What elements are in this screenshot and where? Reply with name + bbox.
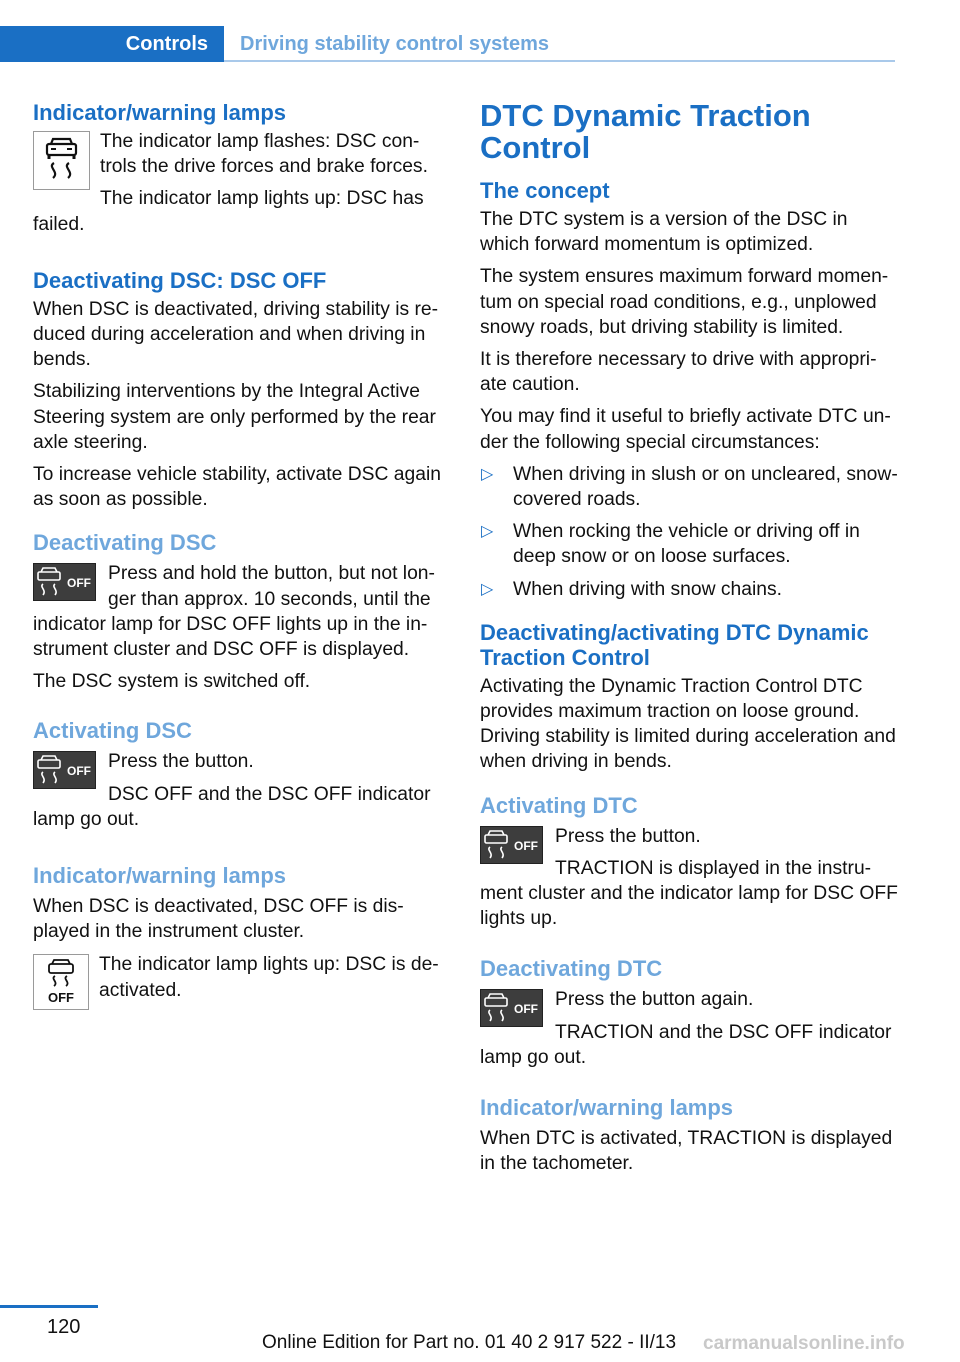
svg-text:OFF: OFF: [48, 990, 74, 1006]
section-title: The concept: [480, 178, 610, 203]
edition-note: Online Edition for Part no. 01 40 2 917 522 - II/13: [262, 1332, 677, 1353]
paragraph: When DSC is deactivated, DSC OFF is dis-played in the instrument cluster.: [33, 896, 404, 943]
section-title: Deactivating/activating DTC Dynamic Traction Control: [480, 619, 869, 670]
section-title: Deactivating DSC: DSC OFF: [33, 267, 327, 293]
paragraph: The system ensures maximum forward momen-tum on special road conditions, e.g., unplowed snowy roads, but driving stability is limited.: [480, 266, 889, 338]
dsc-off-button-icon: [480, 989, 543, 1027]
paragraph: You may find it useful to briefly activate DTC un-der the following special circumstances:: [480, 406, 891, 453]
subsection-title: Activating DTC: [480, 792, 638, 818]
paragraph: The indicator lamp lights up: DSC is de-activated.: [99, 954, 439, 1001]
dsc-warning-lamp-icon: [33, 131, 90, 190]
subsection-title: Deactivating DTC: [480, 956, 663, 982]
dsc-off-button-icon: [33, 563, 96, 601]
paragraph: Press the button.: [108, 751, 254, 773]
chapter-tab[interactable]: Controls: [0, 26, 224, 62]
paragraph: TRACTION and the DSC OFF indicator lamp go out.: [480, 1021, 892, 1068]
paragraph: Activating the Dynamic Traction Control DTC provides maximum traction on loose ground. Driving stability is limited during acceleration and when driving in bends.: [480, 675, 896, 773]
icon-text-block: [33, 129, 451, 244]
list-item: ▷ When rocking the vehicle or driving off in deep snow or on loose surfaces.: [481, 521, 860, 568]
paragraph: The DSC system is switched off.: [33, 671, 311, 693]
page-header: [0, 26, 895, 62]
list-item: ▷ When driving in slush or on uncleared, snow-covered roads.: [481, 463, 898, 511]
triangle-bullet-icon: ▷: [481, 523, 494, 541]
icon-text-block: [480, 824, 900, 939]
subsection-title: Indicator/warning lamps: [480, 1095, 734, 1121]
paragraph: When DTC is activated, TRACTION is displayed in the tachometer.: [480, 1128, 893, 1175]
icon-text-block: [480, 987, 900, 1077]
header-rule: [224, 60, 895, 62]
subsection-title: Activating DSC: [33, 718, 192, 744]
dsc-off-indicator-lamp-icon: [33, 954, 89, 1010]
page-number: 120: [47, 1316, 81, 1338]
watermark: carmanualsonline.info: [703, 1333, 905, 1354]
svg-text:OFF: OFF: [514, 838, 538, 853]
paragraph: The DTC system is a version of the DSC in which forward momentum is optimized.: [480, 209, 848, 256]
right-column: [480, 100, 900, 1183]
chapter-heading: DTC Dynamic Traction Control: [480, 98, 811, 165]
paragraph: DSC OFF and the DSC OFF indicator lamp go out.: [33, 783, 431, 830]
svg-text:OFF: OFF: [67, 764, 91, 779]
left-column: [33, 100, 451, 1012]
paragraph: To increase vehicle stability, activate DSC again as soon as possible.: [33, 464, 441, 511]
paragraph: The indicator lamp lights up: DSC has failed.: [33, 188, 424, 235]
paragraph: Stabilizing interventions by the Integral Active Steering system are only performed by the rear axle steering.: [33, 381, 436, 453]
paragraph: Press and hold the button, but not lon-ger than approx. 10 seconds, until the indicator lamp for DSC OFF lights up in the in-strument cluster and DSC OFF is displayed.: [33, 563, 435, 661]
svg-text:OFF: OFF: [67, 576, 91, 591]
subsection-title: Deactivating DSC: [33, 530, 217, 556]
icon-text-block: [33, 749, 451, 839]
triangle-bullet-icon: ▷: [481, 580, 494, 598]
dsc-off-button-icon: [33, 751, 96, 789]
bullet-list: [480, 462, 900, 602]
list-item: ▷ When driving with snow chains.: [480, 577, 900, 602]
svg-text:OFF: OFF: [514, 1002, 538, 1017]
triangle-bullet-icon: ▷: [481, 465, 494, 483]
paragraph: Press the button again.: [555, 989, 754, 1011]
paragraph: When DSC is deactivated, driving stability is re-duced during acceleration and when driving in bends.: [33, 298, 439, 371]
breadcrumb[interactable]: Driving stability control systems: [240, 33, 549, 55]
paragraph: Press the button.: [555, 825, 701, 847]
icon-text-block: [33, 952, 451, 1012]
paragraph: TRACTION is displayed in the instru-ment cluster and the indicator lamp for DSC OFF lights up.: [480, 857, 898, 930]
subsection-title: Indicator/warning lamps: [33, 863, 287, 889]
icon-text-block: [33, 561, 451, 669]
paragraph: The indicator lamp flashes: DSC con-trols the drive forces and brake forces.: [100, 131, 428, 178]
dsc-off-button-icon: [480, 826, 543, 864]
paragraph: It is therefore necessary to drive with appropri-ate caution.: [480, 349, 877, 396]
section-title: Indicator/warning lamps: [33, 100, 287, 125]
footer-rule: [0, 1305, 98, 1308]
